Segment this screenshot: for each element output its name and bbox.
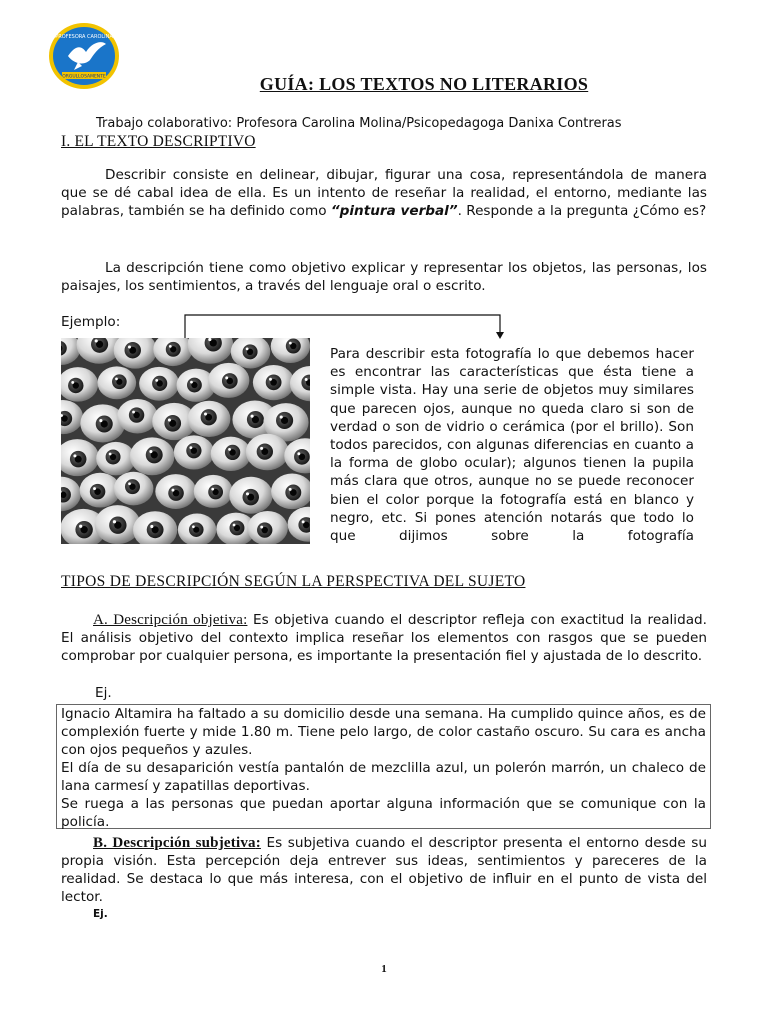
example-box [56, 704, 711, 829]
glass-eye [174, 435, 214, 469]
glass-eye [194, 475, 233, 508]
page-number: 1 [381, 963, 387, 975]
glass-eye [114, 472, 153, 506]
logo-top-text: PROFESORA CAROLINA [55, 34, 113, 40]
paragraph-objective-description: A. Descripción objetiva: Es objetiva cuando el descriptor refleja con exactitud la realidad. El análisis objetivo del contexto implica reseñar los elementos con rasgos que se pueden comprobar por cualquier persona, es importante la presentación fiel y ajustada de lo descrito. [61, 612, 707, 664]
paragraph-definition: Describir consiste en delinear, dibujar, figurar una cosa, representándola de manera que se dé cabal idea de ella. Es un intento de reseñar la realidad, el entorno, mediante las palabras, también se ha definido como “pintura verbal”. Responde a la pregunta ¿Cómo es? [61, 167, 707, 219]
glass-eye [188, 401, 231, 437]
glass-eye [95, 505, 141, 544]
example-label-b: Ej. [93, 908, 108, 920]
example-label: Ejemplo: [61, 314, 121, 330]
box-line: Se ruega a las personas que puedan aportar alguna información que se comunique con la policía. [61, 796, 706, 830]
section-heading-types: TIPOS DE DESCRIPCIÓN SEGÚN LA PERSPECTIVA DEL SUJETO [61, 573, 526, 590]
page-title: GUÍA: LOS TEXTOS NO LITERARIOS [259, 74, 589, 94]
glass-eye [253, 365, 295, 400]
glass-eye [96, 442, 135, 475]
box-line: El día de su desaparición vestía pantalón de mezclilla azul, un polerón marrón, un chaleco de lana carmesí y zapatillas deportivas. [61, 760, 706, 794]
glass-eye [117, 399, 158, 434]
box-line: Ignacio Altamira ha faltado a su domicilio desde una semana. Ha cumplido quince años, es de complexión fuerte y mide 1.80 m. Tiene pelo largo, de color castaño oscuro. Su cara es ancha con ojos pequeños y azules. [61, 706, 706, 758]
glass-eye [247, 511, 288, 544]
glass-eye [211, 437, 251, 471]
glass-eye [80, 404, 125, 442]
paragraph-subjective-description: B. Descripción subjetiva: Es subjetiva cuando el descriptor presenta el entorno desde su propia visión. Esta percepción deja entrever sus ideas, sentimientos y pareceres de la realidad. Se destaca lo que más interesa, con el objetivo de influir en el punto de vista del lector. [61, 835, 707, 905]
example-label-a: Ej. [95, 685, 112, 701]
pintura-verbal-emphasis: “pintura verbal” [330, 203, 458, 219]
glass-eye [130, 437, 175, 475]
label-subjective: B. Descripción subjetiva [93, 835, 256, 851]
logo-bottom-text: ORGULLOSAMENTE [62, 74, 106, 80]
glass-eyes-photo [61, 338, 310, 544]
glass-eye [155, 474, 196, 509]
photo-description-text: Para describir esta fotografía lo que debemos hacer es encontrar las características que ésta tiene a simple vista. Hay una serie de objetos muy similares que parecen ojos, aunque no queda claro si son de verdad o son de vidrio o cerámica (por el brillo). Son todos parecidos, con algunas diferencias en cuanto a la forma de globo ocular); algunos tienen la pupila más clara que otros, aunque no se puede reconocer bien el color porque la fotografía está en blanco y negro, etc. Si pones atención notarás que todo lo que dijimos sobre la fotografía [330, 346, 694, 545]
glass-eye [229, 477, 272, 514]
glass-eye [246, 434, 289, 471]
connector-arrow [184, 314, 506, 340]
collaborators-line: Trabajo colaborativo: Profesora Carolina Molina/Psicopedagoga Danixa Contreras [96, 116, 622, 131]
paragraph-objective: La descripción tiene como objetivo explicar y representar los objetos, las personas, los paisajes, los sentimientos, a través del lenguaje oral o escrito. [61, 260, 707, 294]
section-heading-descriptive: I. EL TEXTO DESCRIPTIVO [61, 133, 256, 150]
glass-eye [208, 363, 249, 398]
label-objective: A. Descripción objetiva [93, 612, 244, 628]
glass-eye [139, 367, 179, 401]
glass-eye [97, 366, 136, 399]
